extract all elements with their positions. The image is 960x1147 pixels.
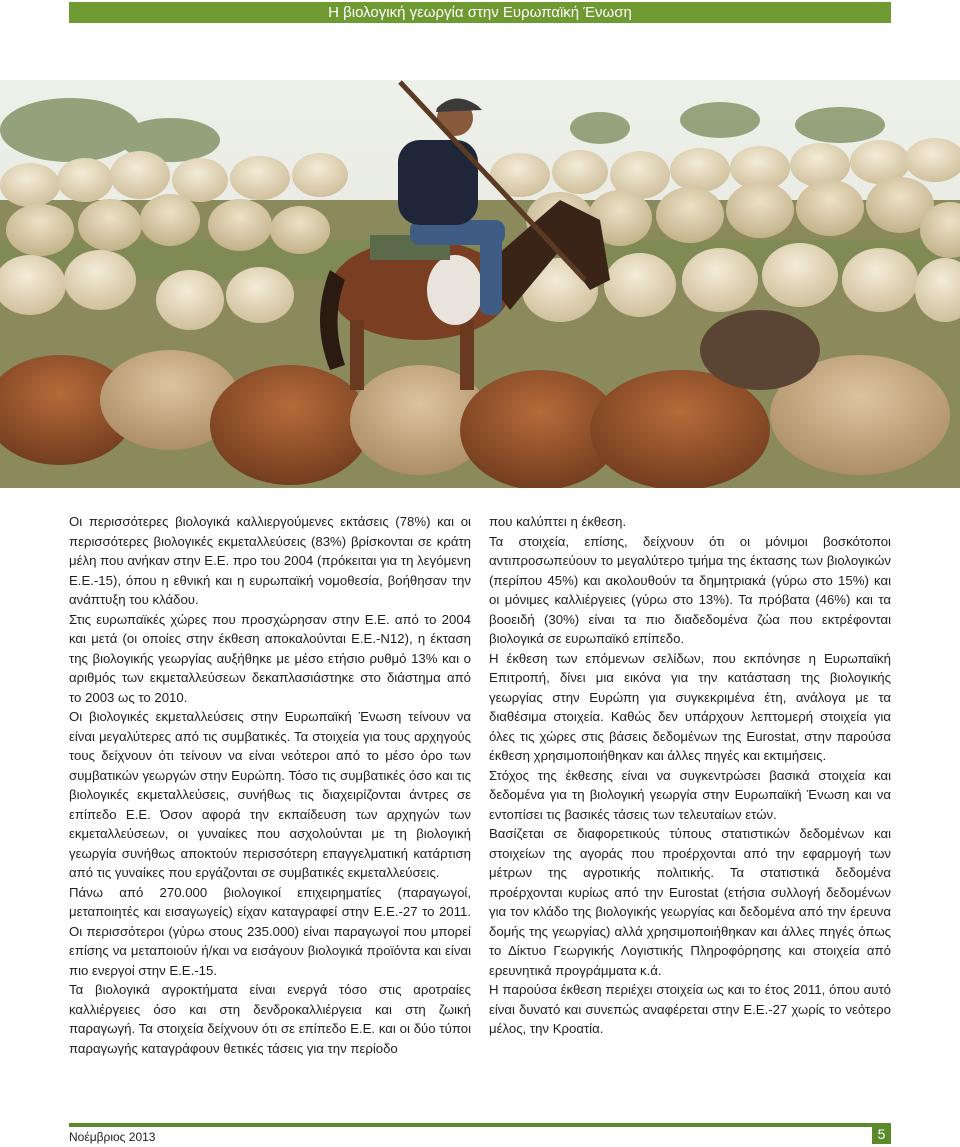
- paragraph: Στόχος της έκθεσης είναι να συγκεντρώσει βασικά στοιχεία και δεδομένα για τη βιολογική γεωργία στην Ευρωπαϊκή Ένωση και να εντοπίσει τις βασικές τάσεις των τελευταίων ετών.: [489, 767, 891, 822]
- paragraph: Τα στοιχεία, επίσης, δείχνουν ότι οι μόνιμοι βοσκότοποι αντιπροσωπεύουν το μεγαλύτερο τμήμα της έκτασης των βιολογικών (περίπου 45%) και ακολουθούν τα δημητριακά (γύρω στο 15%) και οι μόνιμες καλλιέργειες (γύρω στο 13%). Τα πρόβατα (46%) και τα βοοειδή (30%) είναι τα πιο διαδεδομένα ζώα που εκτρέφονται βιολογικά σε ευρωπαϊκό επίπεδο.: [489, 533, 891, 646]
- left-text-column: [69, 512, 471, 1058]
- right-text-column: [489, 512, 891, 1039]
- paragraph: Η έκθεση των επόμενων σελίδων, που εκπόνησε η Ευρωπαϊκή Επιτροπή, δίνει μια εικόνα για την κατάσταση της βιολογικής γεωργίας στην Ευρώπη για συγκεκριμένα έτη, ανάλογα με τα διαθέσιμα στοιχεία. Καθώς δεν υπάρχουν λεπτομερή στοιχεία για όλες τις χώρες στις βάσεις δεδομένων της Eurostat, στην παρούσα έκθεση χρησιμοποιήθηκαν και άλλες πηγές και εκτιμήσεις.: [489, 650, 891, 763]
- page-number: 5: [872, 1125, 891, 1144]
- header-bar: [69, 2, 891, 23]
- running-header-title: Η βιολογική γεωργία στην Ευρωπαϊκή Ένωση: [328, 4, 632, 21]
- paragraph: Στις ευρωπαϊκές χώρες που προσχώρησαν στην Ε.Ε. από το 2004 και μετά (οι οποίες στην έκθεση αποκαλούνται Ε.Ε.-Ν12), η έκταση της βιολογικής γεωργίας αυξήθηκε με μέσο ετήσιο ρυθμό 13% και ο αριθμός των εκμεταλλεύσεων δεκαπλασιάστηκε στο διάστημα από το 2003 ως το 2010.: [69, 611, 471, 705]
- shepherd-herd-photo: [0, 80, 960, 488]
- paragraph: Οι περισσότερες βιολογικά καλλιεργούμενες εκτάσεις (78%) και οι περισσότερες βιολογικές εκμεταλλεύσεις (83%) βρίσκονται σε κράτη μέλη που ανήκαν στην Ε.Ε. προ του 2004 (πρόκειται για τη λεγόμενη Ε.Ε.-15), όπου η εθνική και η ευρωπαϊκή νομοθεσία, βοήθησαν την ανάπτυξη του κλάδου.: [69, 514, 471, 607]
- paragraph: Οι βιολογικές εκμεταλλεύσεις στην Ευρωπαϊκή Ένωση τείνουν να είναι μεγαλύτερες από τις συμβατικές. Τα στοιχεία για τους αρχηγούς τους δείχνουν ότι τείνουν να είναι νεότεροι από το μέσο όρο των συμβατικών γεωργών στην Ευρώπη. Τόσο τις συμβατικές όσο και τις βιολογικές εκμεταλλεύσεις, συνήθως τις διαχειρίζονται άντρες σε επίπεδο Ε.Ε. Όσον αφορά την εκπαίδευση των αρχηγών των εκμεταλλεύσεων, οι γυναίκες που ασχολούνται με τη βιολογική γεωργία συνήθως αποκτούν περισσότερη επαγγελματική κατάρτιση από τις γυναίκες που εργάζονται σε συμβατικές εκμεταλλεύσεις.: [69, 709, 471, 880]
- footer-date: Νοέμβριος 2013: [69, 1130, 156, 1144]
- footer-rule: [69, 1123, 891, 1127]
- paragraph: που καλύπτει η έκθεση.: [489, 514, 627, 529]
- paragraph: Τα βιολογικά αγροκτήματα είναι ενεργά τόσο στις αροτραίες καλλιέργειες όσο και στη δενδροκαλλιέργεια και στη ζωική παραγωγή. Τα στοιχεία δείχνουν ότι σε επίπεδο Ε.Ε. και οι δύο τύποι παραγωγής καταγράφουν θετικές τάσεις για την περίοδο: [69, 982, 471, 1056]
- paragraph: Βασίζεται σε διαφορετικούς τύπους στατιστικών δεδομένων και στοιχείων της αγοράς που προέρχονται από την εφαρμογή των μέτρων της αγροτικής πολιτικής. Τα στατιστικά δεδομένα προέρχονται κυρίως από την Eurostat (ετήσια συλλογή δεδομένων για τον κλάδο της βιολογικής γεωργίας και δεδομένα από την έρευνα δομής της γεωργίας) αλλά χρησιμοποιήθηκαν και άλλες πηγές όπως το Δίκτυο Γεωργικής Λογιστικής Πληροφόρησης και στοιχεία από ερευνητικά προγράμματα κ.ά.: [489, 826, 891, 978]
- paragraph: Η παρούσα έκθεση περιέχει στοιχεία ως και το έτος 2011, όπου αυτό είναι δυνατό και συνεπώς αναφέρεται στην Ε.Ε.-27 χωρίς το νεότερο μέλος, την Κροατία.: [489, 982, 891, 1036]
- paragraph: Πάνω από 270.000 βιολογικοί επιχειρηματίες (παραγωγοί, μεταποιητές και εισαγωγείς) είχαν καταγραφεί στην Ε.Ε.-27 το 2011. Οι περισσότεροι (γύρω στους 235.000) είναι παραγωγοί που μπορεί επίσης να μεταποιούν ή/και να εισάγουν βιολογικά προϊόντα και είναι πιο ενεργοί στην Ε.Ε.-15.: [69, 884, 471, 978]
